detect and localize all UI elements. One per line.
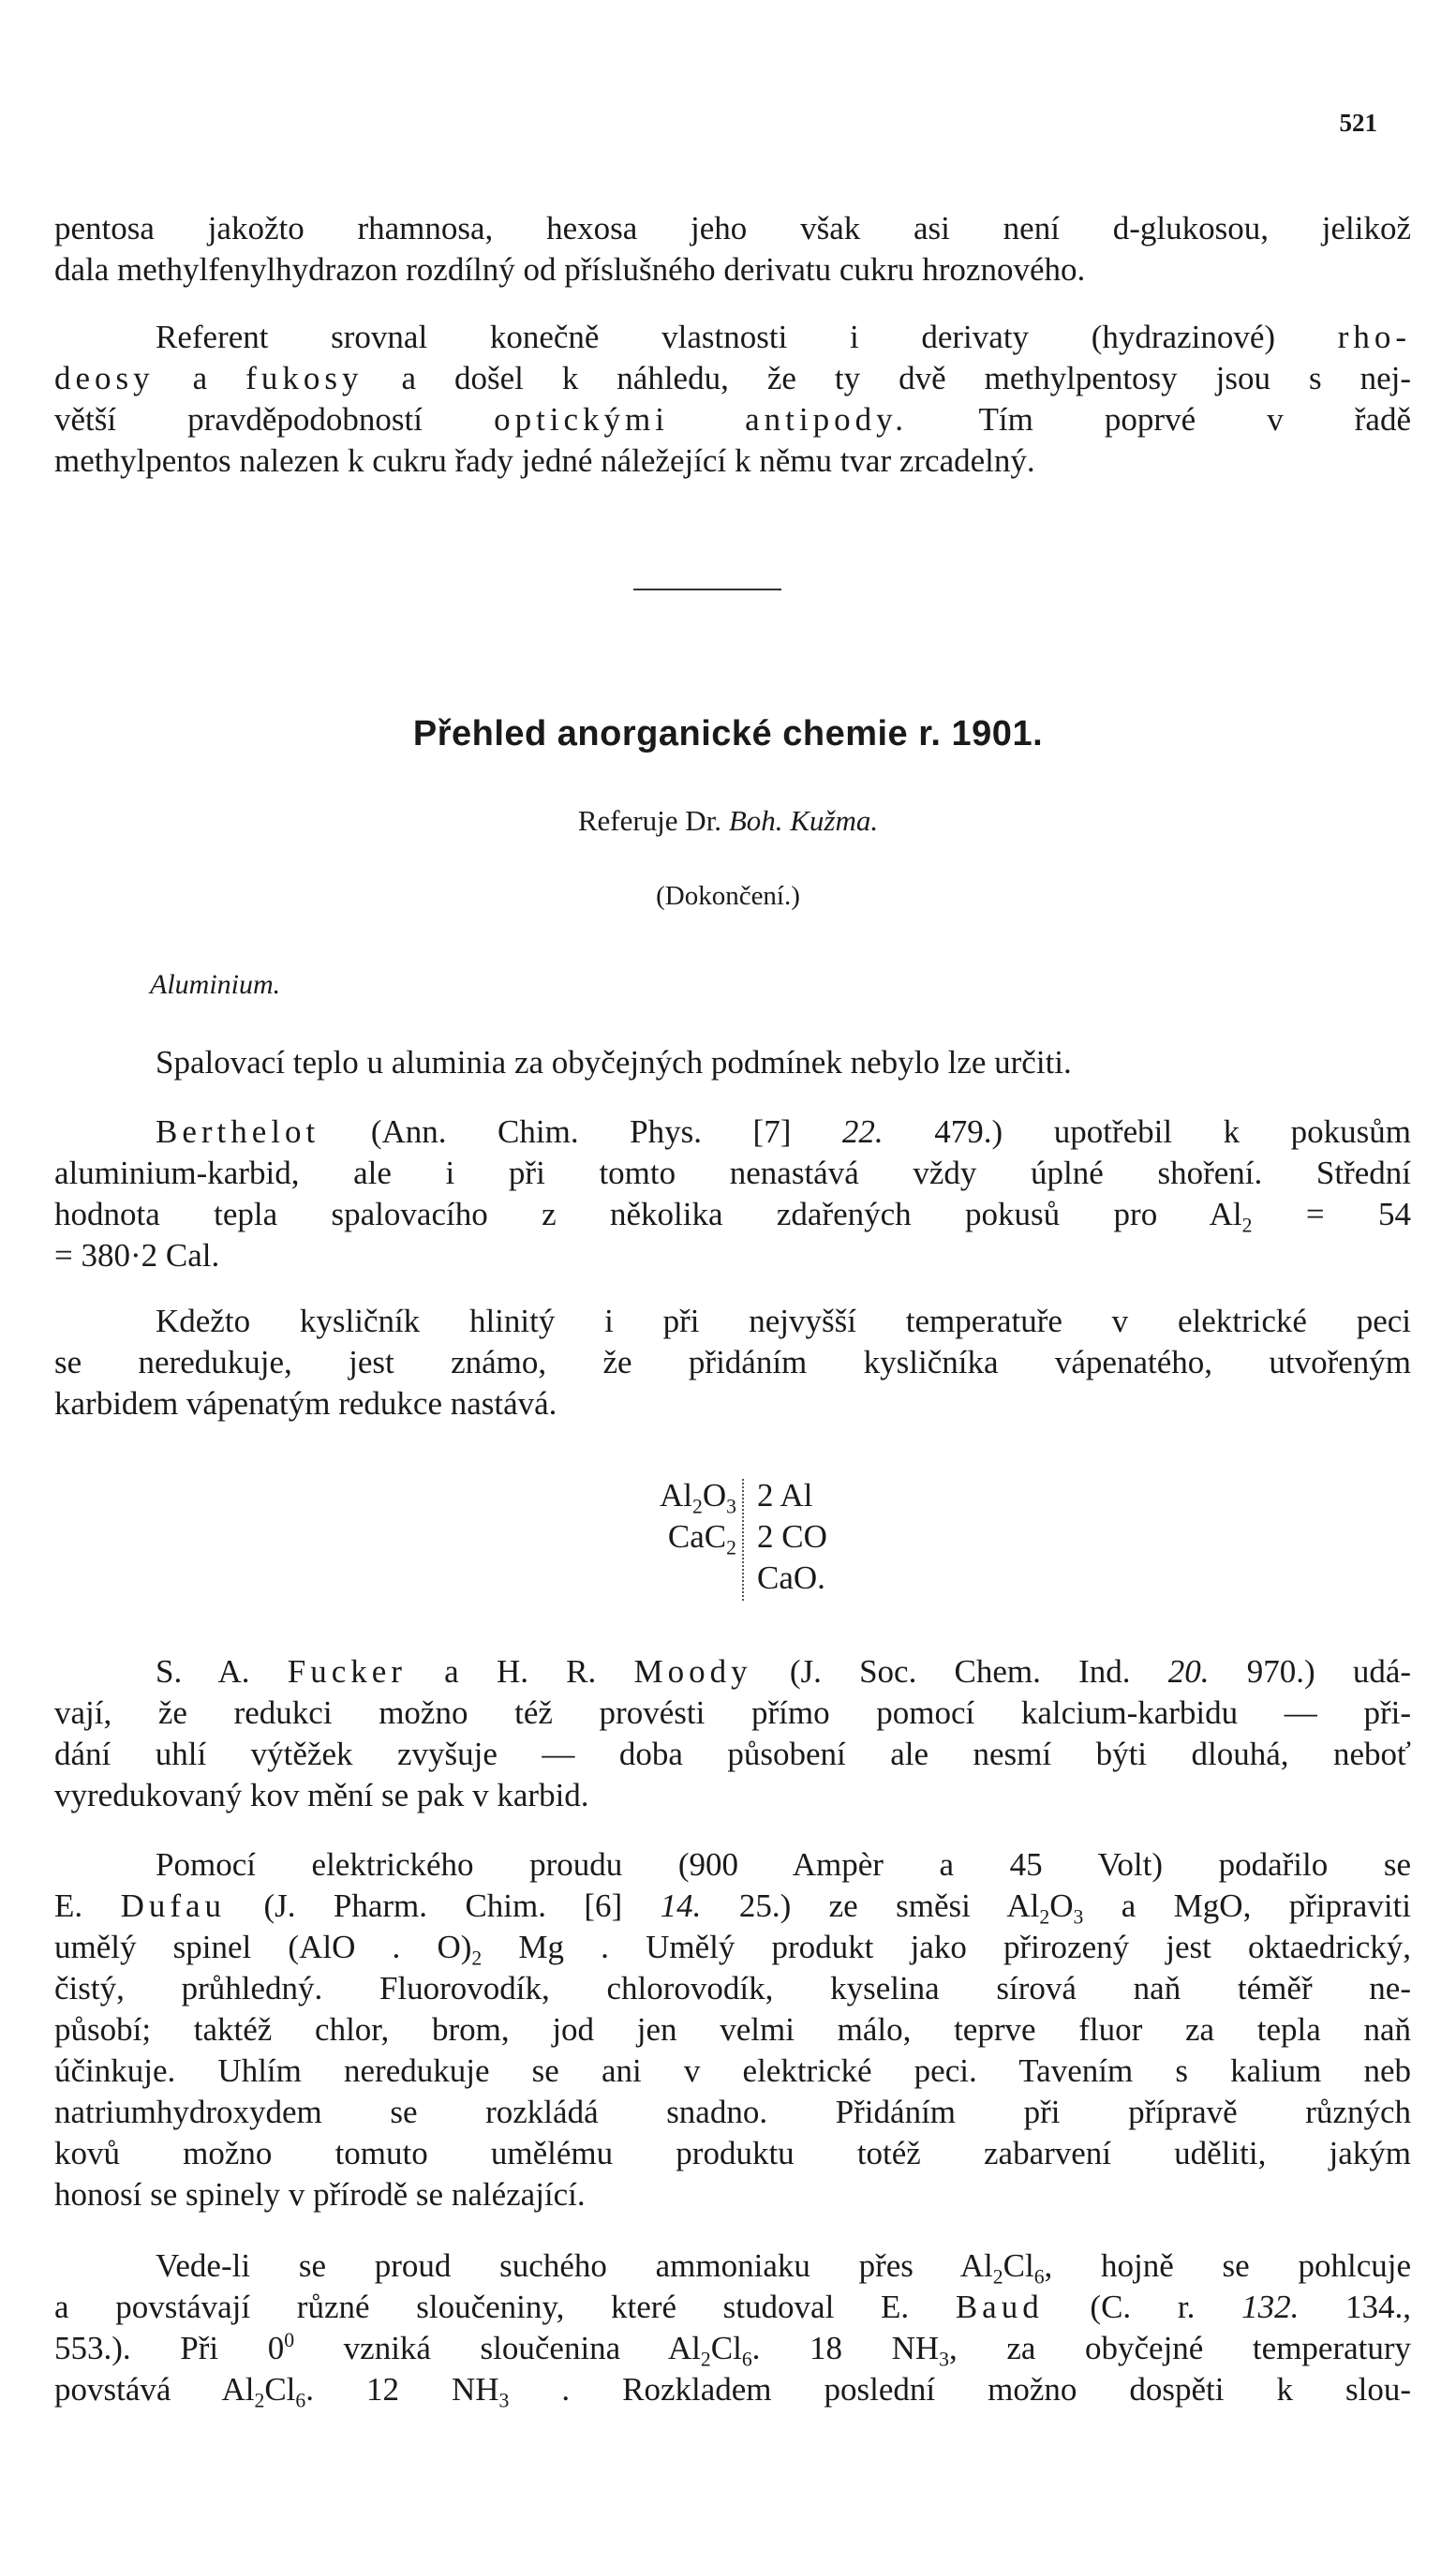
author-fucker: Fucker (287, 1653, 407, 1690)
reactant-al2o3: $Al_2O_3$ (660, 1477, 736, 1518)
text-line: hodnota tepla spalovacího z několika zdařených pokusů pro $Al_2 = 54$ (54, 1196, 1412, 1237)
text-line: Vede-li se proud suchého ammoniaku přes $Al_2Cl_6$, hojně se pohlcuje (156, 2247, 1411, 2289)
paragraph-ammoniak (54, 2245, 1411, 2410)
text-line: Kdežto kysličník hlinitý i při nejvyšší temperatuře v elektrické peci (156, 1303, 1411, 1339)
equation-reactants (596, 1475, 736, 1558)
paragraph-dufau (54, 1844, 1411, 2215)
author-berthelot: Berthelot (156, 1113, 320, 1150)
continuation-note: (Dokončení.) (656, 881, 800, 911)
text-line: deosy a fukosy a došel k náhledu, že ty dvě methylpentosy jsou s nej- (54, 360, 1411, 396)
text-line: Pomocí elektrického proudu (900 Ampèr a 45 Volt) podařilo se (156, 1846, 1411, 1883)
text-line: vyredukovaný kov mění se pak v karbid. (54, 1777, 589, 1813)
author-dufau: Dufau (120, 1887, 227, 1924)
author-moody: Moody (633, 1653, 752, 1690)
paragraph-berthelot (54, 1111, 1411, 1276)
text-line: a povstávají různé sloučeniny, které studoval E. Baud (C. r. 132. 134., (54, 2289, 1412, 2325)
text-line: účinkuje. Uhlím neredukuje se ani v elektrické peci. Tavením s kalium neb (54, 2052, 1411, 2089)
text-line: E. Dufau (J. Pharm. Chim. [6] 14. 25.) ze směsi $Al_2O_3$ a MgO, připraviti (54, 1887, 1411, 1929)
text-line: honosí se spinely v přírodě se nalézající. (54, 2176, 586, 2213)
text-line: karbidem vápenatým redukce nastává. (54, 1385, 557, 1422)
paragraph-rhamnosa (54, 208, 1411, 291)
text-line: methylpentos nalezen k cukru řady jedné náležející k němu tvar zrcadelný. (54, 442, 1035, 479)
equation-separator (742, 1479, 744, 1601)
product: CaO. (757, 1559, 825, 1596)
author-baud: Baud (955, 2289, 1044, 2325)
text-line: kovů možno tomuto umělému produktu totéž zabarvení uděliti, jakým (54, 2135, 1411, 2171)
text-line: větší pravděpodobností optickými antipody. Tím poprvé v řadě (54, 401, 1411, 438)
equation-products (757, 1475, 827, 1599)
paragraph-referent (54, 317, 1411, 482)
page-number: 521 (1339, 109, 1377, 137)
text-line: povstává $Al_2Cl_6$. 12 $NH_3$ . Rozkladem poslední možno dospěti k slou- (54, 2371, 1411, 2412)
text-line: čistý, průhledný. Fluorovodík, chlorovodík, kyselina sírová naň téměř ne- (54, 1970, 1411, 2006)
text-line: Berthelot (Ann. Chim. Phys. [7] 22. 479.) upotřebil k pokusům (156, 1113, 1412, 1150)
text-line: umělý spinel (AlO . $O)_2$ Mg . Umělý produkt jako přirozený jest oktaedrický, (54, 1929, 1411, 1970)
byline-prefix: Referuje Dr. (577, 804, 722, 837)
byline (0, 804, 1456, 838)
text-line: aluminium-karbid, ale i při tomto nenastává vždy úplné shoření. Střední (54, 1155, 1411, 1191)
paragraph-spalovaci (54, 1042, 1411, 1083)
paragraph-fucker-moody (54, 1651, 1411, 1816)
text-line: Spalovací teplo u aluminia za obyčejných podmínek nebylo lze určiti. (156, 1044, 1072, 1081)
product: 2 CO (757, 1518, 827, 1555)
product: 2 Al (757, 1477, 813, 1514)
text-line: = 380·2 Cal. (54, 1237, 220, 1274)
text-line: dání uhlí výtěžek zvyšuje — doba působení ale nesmí býti dlouhá, neboť (54, 1736, 1411, 1772)
text-line: se neredukuje, jest známo, že přidáním kysličníka vápenatého, utvořeným (54, 1344, 1411, 1380)
text-line: S. A. Fucker a H. R. Moody (J. Soc. Chem. Ind. 20. 970.) udá- (156, 1653, 1412, 1690)
section-heading: Aluminium. (150, 969, 281, 1000)
text-line: působí; taktéž chlor, brom, jod jen velmi málo, teprve fluor za tepla naň (54, 2011, 1411, 2048)
text-line: 553.). Při $0^0$ vzniká sloučenina $Al_2Cl_6$. 18 $NH_3$, za obyčejné temperatury (54, 2328, 1412, 2371)
section-divider (633, 589, 781, 590)
paragraph-kyslicnik (54, 1301, 1411, 1425)
text-line: natriumhydroxydem se rozkládá snadno. Přidáním při přípravě různých (54, 2094, 1411, 2130)
reactant-cac2: CaC$_2$ (667, 1518, 736, 1559)
text-line: pentosa jakožto rhamnosa, hexosa jeho však asi není d-glukosou, jelikož (54, 210, 1411, 246)
text-line: Referent srovnal konečně vlastnosti i derivaty (hydrazinové) rho- (156, 319, 1411, 355)
text-line: dala methylfenylhydrazon rozdílný od příslušného derivatu cukru hroznového. (54, 251, 1086, 288)
article-title: Přehled anorganické chemie r. 1901. (412, 714, 1044, 753)
author-name: Boh. Kužma. (728, 804, 879, 837)
text-line: vají, že redukci možno též provésti přímo pomocí kalcium-karbidu — při- (54, 1694, 1411, 1731)
